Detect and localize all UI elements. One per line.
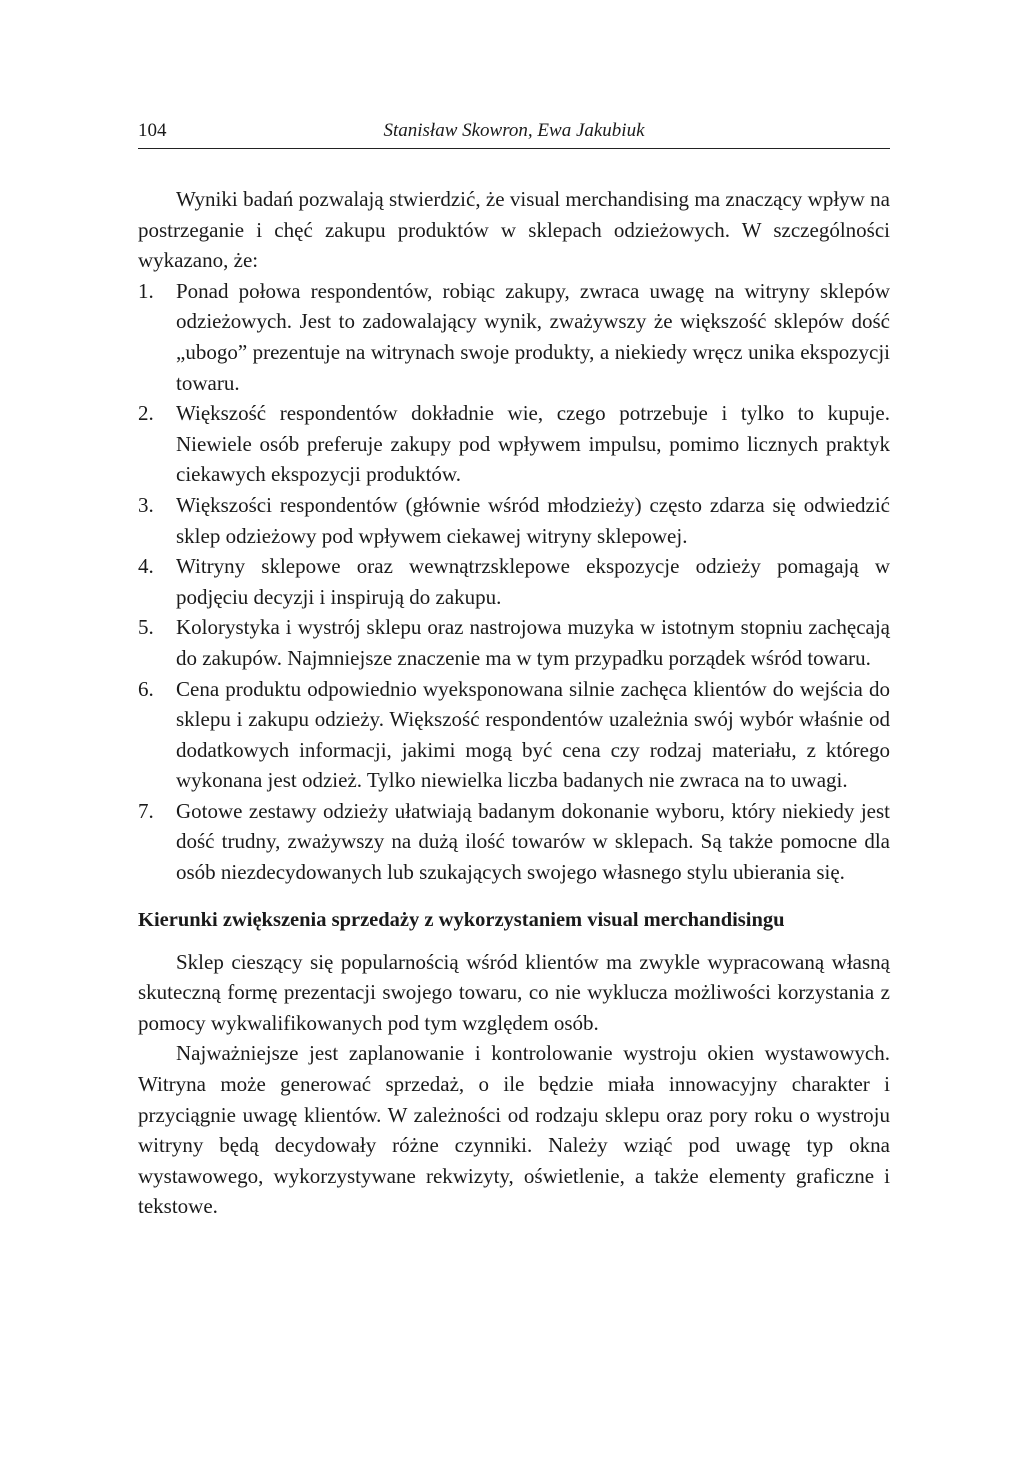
finding-number: 2. [138,401,154,426]
finding-item-4 [138,551,890,612]
finding-number: 1. [138,278,154,303]
finding-text: Kolorystyka i wystrój sklepu oraz nastrojowa muzyka w istotnym stopniu zachęcają do zakupów. Najmniejsze znaczenie ma w tym przypadku porządek wśród towaru. [176,615,890,670]
finding-item-2 [138,398,890,490]
intro-paragraph: Wyniki badań pozwalają stwierdzić, że visual merchandising ma znaczący wpływ na postrzeganie i chęć zakupu produktów w sklepach odzieżowych. W szczególności wykazano, że: [138,187,890,273]
running-header [138,112,890,149]
finding-text: Większość respondentów dokładnie wie, czego potrzebuje i tylko to kupuje. Niewiele osób preferuje zakupy pod wpływem impulsu, pomimo licznych praktyk ciekawych ekspozycji produktów. [176,401,890,487]
finding-item-3 [138,490,890,551]
finding-number: 6. [138,676,154,701]
body-paragraph-1: Sklep cieszący się popularnością wśród klientów ma zwykle wypracowaną własną skuteczną formę prezentacji swojego towaru, co nie wyklucza możliwości korzystania z pomocy wykwalifikowanych pod tym względem osób. [138,949,890,1035]
body-text [138,184,890,1222]
finding-item-1 [138,276,890,398]
finding-item-7 [138,796,890,888]
finding-number: 7. [138,798,154,823]
finding-text: Większości respondentów (głównie wśród młodzieży) często zdarza się odwiedzić sklep odzieżowy pod wpływem ciekawej witryny sklepowej. [176,492,890,548]
finding-text: Ponad połowa respondentów, robiąc zakupy, zwraca uwagę na witryny sklepów odzieżowych. Jest to zadowalający wynik, zważywszy że większość sklepów dość „ubogo” prezentuje na witrynach swoje produkty, a niekiedy wręcz unika ekspozycji towaru. [176,278,890,395]
finding-text: Cena produktu odpowiednio wyeksponowana silnie zachęca klientów do wejścia do sklepu i zakupu odzieży. Większość respondentów uzależnia swój wybór właśnie od dodatkowych informacji, jakimi mogą być cena czy rodzaj materiału, z którego wykonana jest odzież. Tylko niewielka liczba badanych nie zwraca na to uwagi. [176,676,890,793]
findings-list [138,276,890,888]
finding-item-6 [138,674,890,796]
finding-text: Witryny sklepowe oraz wewnątrzsklepowe ekspozycje odzieży pomagają w podjęciu decyzji i inspirują do zakupu. [176,554,890,609]
finding-number: 3. [138,492,154,517]
page-number: 104 [138,120,167,141]
finding-number: 4. [138,554,154,579]
finding-text: Gotowe zestawy odzieży ułatwiają badanym dokonanie wyboru, który niekiedy jest dość trudny, zważywszy na dużą ilość towarów w sklepach. Są także pomocne dla osób niezdecydowanych lub szukających swojego własnego stylu ubierania się. [176,798,890,885]
finding-number: 5. [138,615,154,640]
section-heading: Kierunki zwiększenia sprzedaży z wykorzystaniem visual merchandisingu [138,908,785,931]
finding-item-5 [138,612,890,673]
running-header-authors: Stanisław Skowron, Ewa Jakubiuk [383,120,645,141]
body-paragraph-2: Najważniejsze jest zaplanowanie i kontrolowanie wystroju okien wystawowych. Witryna może generować sprzedaż, o ile będzie miała innowacyjny charakter i przyciągnie uwagę klientów. W zależności od rodzaju sklepu oraz pory roku o wystroju witryny będą decydowały różne czynniki. Należy wziąć pod uwagę typ okna wystawowego, wykorzystywane rekwizyty, oświetlenie, a także elementy graficzne i tekstowe. [138,1041,890,1219]
document-page [138,112,890,1222]
